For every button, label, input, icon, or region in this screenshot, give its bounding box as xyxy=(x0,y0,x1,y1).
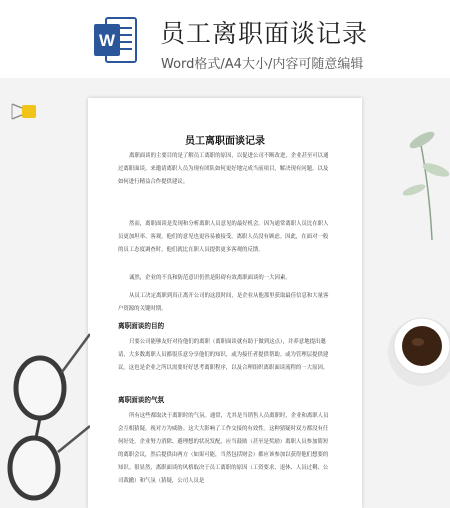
document-page xyxy=(88,98,362,508)
word-document-icon xyxy=(92,14,138,66)
document-paragraph: 离职面谈的主要目的是了解员工离职的原因，以促进公司不断改进，企业甚至可以通过离职面谈，来邀请离职人员为现有团队如何更好地完成当前项目，解决现有问题，以及如何进行精益合作提供建议。 xyxy=(118,153,329,185)
page-title: 员工离职面谈记录 xyxy=(160,19,369,48)
document-paragraph: 诚然，企业的不良和防范意识仍然是阻碍有效离职面谈的一大因素。 xyxy=(129,275,291,281)
eyeglasses-decoration xyxy=(0,330,90,508)
document-paragraph: 所有这些都取决于离职时的气氛。通常，尤其是当销售人员离职时，企业和离职人员会互相猜疑，视对方为威胁。这大大影响了工作交接的有效性。这种猜疑时双方都没有任何好处。企业努力消除、避理想的状况发配，应当鼓励（甚至是奖励）离职人员参加简短的离职会议，然后提供由两方（如果可能，当然包括财会）都应该参加以获得他们想要的知识。很显然，离职面谈的风格取决于员工离职的原因（工资要求、退休、人员过剩、公司裁撤）和气氛（猜疑，公司人员是 xyxy=(118,413,329,484)
banner-header xyxy=(0,0,450,78)
coffee-cup-decoration xyxy=(376,300,450,390)
document-paragraph: 只要公司能够友好对待他们的离职（离职面谈就有助于做到这点），并养意地提出邀请，大多数离职人员都很乐意分享他们的知识，或为接任者提供帮助。或为管理层提供建议。这也是企业之所以需要好好思考离职程序，以及合理组织离职面谈流程的一大原因。 xyxy=(118,339,329,371)
binder-clip-decoration xyxy=(10,100,42,122)
document-paragraph: 从员工决定离职到真正离开公司的这段时间，是企业从他那里获取最佳信息和大量客户资源的关键时期。 xyxy=(118,293,329,312)
document-paragraph: 然而，离职面谈是发现和分析离职人员意见的最好机会。因为通常离职人员比在职人员更加坦率、客观，他们的意见也更容易被接受。离职人员没有顾虑。因此，在面对一般的员工态度调查时，他们就比在职人员提供更多客观的反馈。 xyxy=(118,221,329,253)
section-heading: 离职面谈的目的 xyxy=(118,322,165,330)
document-title: 员工离职面谈记录 xyxy=(185,136,265,147)
section-heading: 离职面谈的气氛 xyxy=(118,396,165,404)
page-subtitle: Word格式/A4大小/内容可随意编辑 xyxy=(161,57,364,72)
svg-text:W: W xyxy=(98,31,116,50)
plant-decoration xyxy=(392,80,450,240)
